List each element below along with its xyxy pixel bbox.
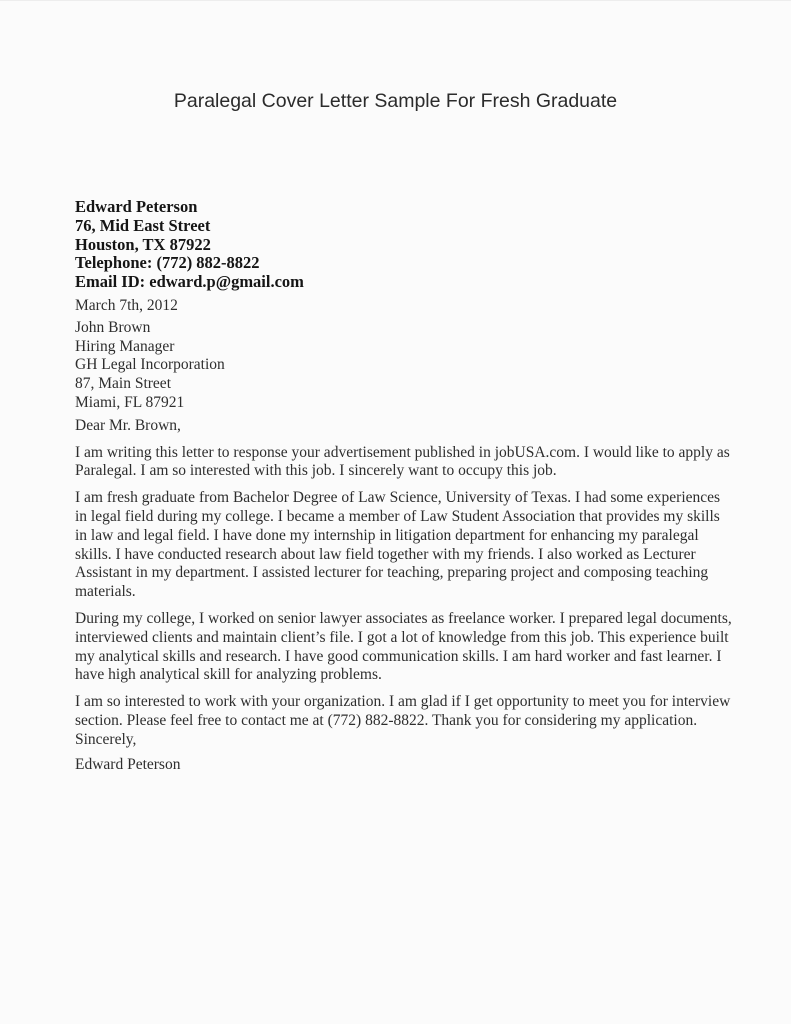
body-paragraph-3: During my college, I worked on senior lawyer associates as freelance worker. I prepared legal documents, interviewed clients and maintain client’s file. I got a lot of knowledge from this job. This experience built my analytical skills and research. I have good communication skills. I am hard worker and fast learner. I have high analytical skill for analyzing problems. xyxy=(75,609,732,684)
sender-email: Email ID: edward.p@gmail.com xyxy=(75,272,304,292)
letter-date: March 7th, 2012 xyxy=(75,296,178,314)
recipient-name: John Brown xyxy=(75,318,151,336)
sender-block xyxy=(75,198,733,292)
recipient-block xyxy=(75,319,733,413)
page-title: Paralegal Cover Letter Sample For Fresh Graduate xyxy=(173,90,618,112)
sender-city: Houston, TX 87922 xyxy=(75,234,211,254)
sender-telephone: Telephone: (772) 882-8822 xyxy=(75,253,260,273)
signature: Edward Peterson xyxy=(75,755,181,773)
recipient-street: 87, Main Street xyxy=(75,375,171,393)
sender-name: Edward Peterson xyxy=(75,197,198,216)
body-paragraph-1: I am writing this letter to response your advertisement published in jobUSA.com. I would like to apply as Paralegal. I am so interested with this job. I sincerely want to occupy this job. xyxy=(75,443,730,480)
body-paragraph-4: I am so interested to work with your organization. I am glad if I get opportunity to meet you for interview section. Please feel free to contact me at (772) 882-8822. Thank you for considering my application. xyxy=(75,693,731,729)
recipient-company: GH Legal Incorporation xyxy=(75,356,225,374)
letter-body xyxy=(75,198,733,774)
salutation: Dear Mr. Brown, xyxy=(75,416,181,434)
closing: Sincerely, xyxy=(75,730,137,748)
sender-street: 76, Mid East Street xyxy=(75,215,211,235)
recipient-title: Hiring Manager xyxy=(75,337,175,355)
body-paragraph-2: I am fresh graduate from Bachelor Degree of Law Science, University of Texas. I had some experiences in legal field during my college. I became a member of Law Student Association that provides my skills in law and legal field. I have done my internship in litigation department for enhancing my paralegal skills. I have conducted research about law field together with my friends. I also worked as Lecturer Assistant in my department. I assisted lecturer for teaching, preparing project and composing teaching materials. xyxy=(75,489,721,601)
recipient-city: Miami, FL 87921 xyxy=(75,393,185,411)
